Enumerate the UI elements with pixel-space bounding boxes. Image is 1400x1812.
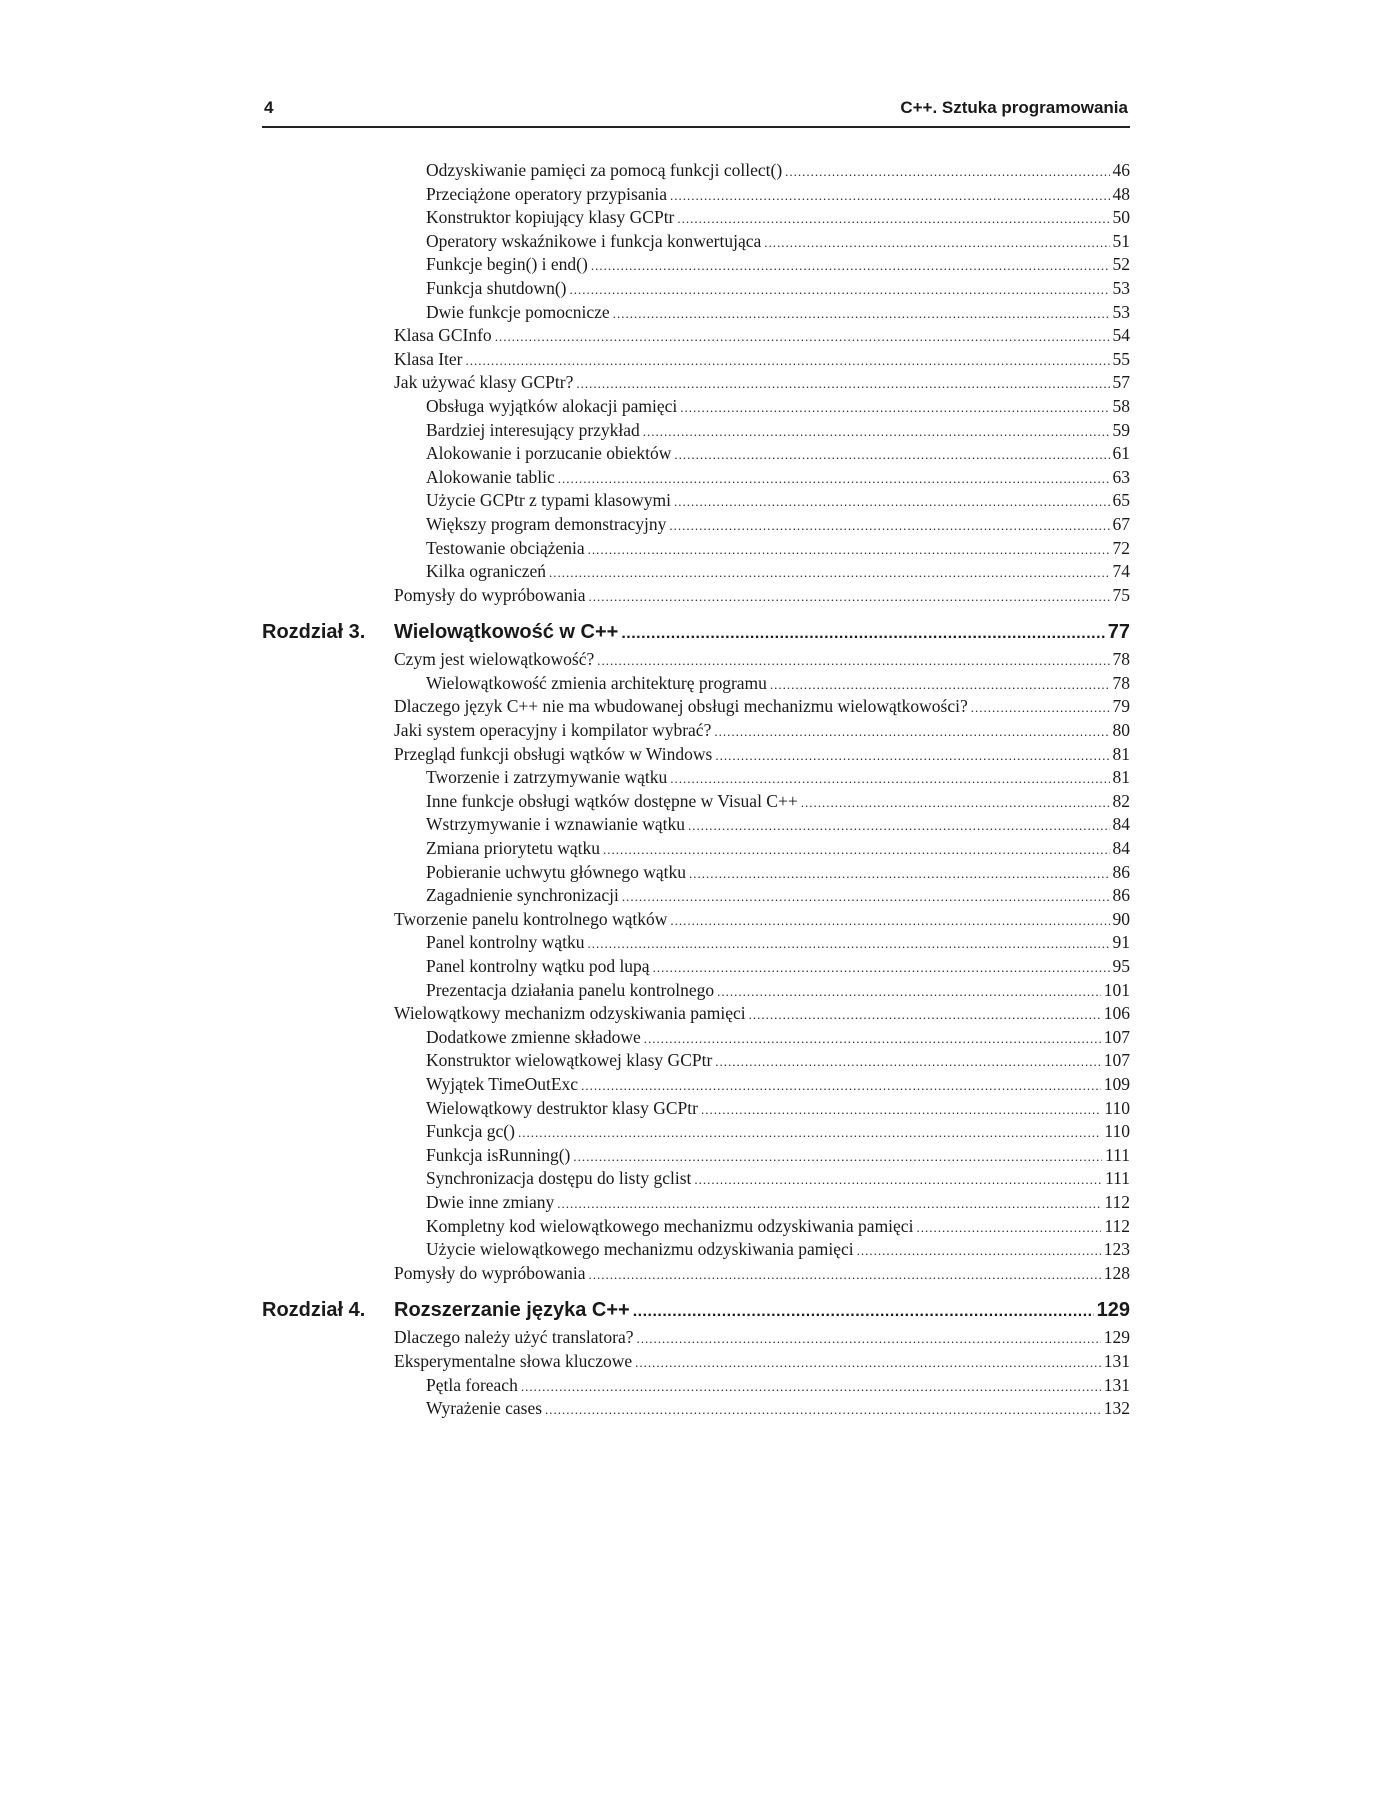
toc-entry-title: Rozszerzanie języka C++ — [394, 1299, 630, 1322]
toc-entry-title: Funkcja shutdown() — [426, 277, 567, 298]
toc-entry-title: Testowanie obciążenia — [426, 537, 585, 558]
toc-entry-title: Pobieranie uchwytu głównego wątku — [426, 861, 687, 882]
toc-entry-page: 86 — [1112, 885, 1130, 906]
toc-entry-title: Większy program demonstracyjny — [426, 513, 667, 534]
dot-leader — [557, 1196, 1101, 1212]
dot-leader — [674, 494, 1110, 510]
toc-entry-title: Jaki system operacyjny i kompilator wybrać? — [394, 720, 712, 741]
toc-entry-title: Inne funkcje obsługi wątków dostępne w Visual C++ — [426, 790, 798, 811]
toc-entry-title: Panel kontrolny wątku — [426, 932, 585, 953]
toc-entry-page: 65 — [1112, 490, 1130, 511]
dot-leader — [715, 1054, 1100, 1070]
toc-entry-title: Użycie GCPtr z typami klasowymi — [426, 490, 671, 511]
toc-subsection-row — [262, 1098, 1130, 1122]
toc-entry-page: 131 — [1103, 1374, 1130, 1395]
toc-subsection-row — [262, 490, 1130, 514]
toc-entry-page: 79 — [1112, 696, 1130, 717]
toc-subsection-row — [262, 561, 1130, 585]
dot-leader — [749, 1007, 1101, 1023]
toc-entry-page: 78 — [1112, 649, 1130, 670]
toc-entry-page: 50 — [1112, 207, 1130, 228]
toc-entry-title: Przeciążone operatory przypisania — [426, 183, 667, 204]
toc-entry-page: 84 — [1112, 814, 1130, 835]
dot-leader — [621, 625, 1104, 643]
toc-entry-title: Tworzenie i zatrzymywanie wątku — [426, 767, 668, 788]
toc-entry-title: Wielowątkowy destruktor klasy GCPtr — [426, 1097, 698, 1118]
toc-entry-title: Dlaczego język C++ nie ma wbudowanej obsługi mechanizmu wielowątkowości? — [394, 696, 968, 717]
toc-entry-title: Funkcja gc() — [426, 1121, 515, 1142]
dot-leader — [573, 1149, 1102, 1165]
toc-subsection-row — [262, 956, 1130, 980]
toc-subsection-row — [262, 673, 1130, 697]
dot-leader — [588, 542, 1110, 558]
toc-subsection-row — [262, 791, 1130, 815]
toc-entry-title: Dwie inne zmiany — [426, 1191, 555, 1212]
dot-leader — [670, 913, 1109, 929]
toc-entry-page: 59 — [1112, 419, 1130, 440]
toc-entry-title: Jak używać klasy GCPtr? — [394, 372, 574, 393]
toc-entry-page: 86 — [1112, 861, 1130, 882]
toc-entry-title: Pętla foreach — [426, 1374, 518, 1395]
toc-entry-title: Konstruktor kopiujący klasy GCPtr — [426, 207, 675, 228]
toc-section-row — [262, 909, 1130, 933]
toc-entry-page: 51 — [1112, 230, 1130, 251]
toc-entry-page: 80 — [1112, 720, 1130, 741]
toc-subsection-row — [262, 1145, 1130, 1169]
toc-subsection-row — [262, 1074, 1130, 1098]
toc-entry-page: 46 — [1112, 160, 1130, 180]
toc-subsection-row — [262, 862, 1130, 886]
toc-entry-page: 54 — [1112, 325, 1130, 346]
toc-entry-title: Klasa Iter — [394, 348, 463, 369]
dot-leader — [643, 424, 1110, 440]
toc-entry-title: Wyrażenie cases — [426, 1398, 543, 1419]
dot-leader — [770, 677, 1110, 693]
toc-entry-title: Alokowanie i porzucanie obiektów — [426, 443, 672, 464]
toc-entry-page: 109 — [1103, 1073, 1130, 1094]
toc-entry-title: Konstruktor wielowątkowej klasy GCPtr — [426, 1050, 713, 1071]
toc-section-row — [262, 585, 1130, 609]
running-title: C++. Sztuka programowania — [900, 98, 1128, 117]
toc-entry-page: 110 — [1104, 1121, 1130, 1142]
toc-entry-title: Obsługa wyjątków alokacji pamięci — [426, 395, 678, 416]
toc-subsection-row — [262, 1398, 1130, 1422]
toc-subsection-row — [262, 207, 1130, 231]
dot-leader — [589, 1267, 1101, 1283]
dot-leader — [569, 282, 1109, 298]
toc-section-row — [262, 1263, 1130, 1287]
dot-leader — [591, 258, 1110, 274]
toc-entry-page: 72 — [1112, 537, 1130, 558]
toc-subsection-row — [262, 254, 1130, 278]
dot-leader — [518, 1125, 1101, 1141]
toc-subsection-row — [262, 160, 1130, 184]
dot-leader — [603, 842, 1110, 858]
toc-entry-title: Synchronizacja dostępu do listy gclist — [426, 1168, 692, 1189]
chapter-label: Rozdział 4. — [262, 1299, 366, 1322]
toc-subsection-row — [262, 443, 1130, 467]
toc-subsection-row — [262, 767, 1130, 791]
dot-leader — [549, 565, 1109, 581]
dot-leader — [587, 936, 1109, 952]
toc-subsection-row — [262, 231, 1130, 255]
dot-leader — [597, 653, 1109, 669]
dot-leader — [714, 724, 1109, 740]
toc-entry-title: Zmiana priorytetu wątku — [426, 838, 600, 859]
toc-chapter-row — [262, 1299, 1130, 1327]
dot-leader — [670, 188, 1110, 204]
toc-subsection-row — [262, 1375, 1130, 1399]
toc-entry-title: Dwie funkcje pomocnicze — [426, 301, 610, 322]
toc-subsection-row — [262, 278, 1130, 302]
toc-subsection-row — [262, 885, 1130, 909]
toc-entry-page: 67 — [1112, 513, 1130, 534]
dot-leader — [717, 984, 1101, 1000]
toc-entry-page: 63 — [1112, 466, 1130, 487]
toc-subsection-row — [262, 467, 1130, 491]
dot-leader — [694, 1172, 1102, 1188]
toc-entry-page: 84 — [1112, 838, 1130, 859]
toc-entry-page: 82 — [1112, 790, 1130, 811]
toc-entry-title: Wielowątkowy mechanizm odzyskiwania pamięci — [394, 1003, 746, 1024]
toc-subsection-row — [262, 1121, 1130, 1145]
dot-leader — [589, 589, 1110, 605]
toc-entry-title: Kilka ograniczeń — [426, 561, 547, 582]
dot-leader — [653, 960, 1110, 976]
toc-entry-page: 53 — [1112, 277, 1130, 298]
toc-entry-page: 57 — [1112, 372, 1130, 393]
toc-subsection-row — [262, 838, 1130, 862]
toc-entry-title: Eksperymentalne słowa kluczowe — [394, 1350, 633, 1371]
toc-entry-page: 81 — [1112, 767, 1130, 788]
dot-leader — [635, 1355, 1101, 1371]
dot-leader — [644, 1031, 1101, 1047]
toc-entry-page: 111 — [1105, 1144, 1130, 1165]
toc-subsection-row — [262, 1192, 1130, 1216]
toc-entry-page: 128 — [1103, 1262, 1130, 1283]
toc-entry-page: 52 — [1112, 254, 1130, 275]
toc-section-row — [262, 325, 1130, 349]
toc-entry-title: Odzyskiwanie pamięci za pomocą funkcji collect() — [426, 160, 783, 180]
dot-leader — [785, 164, 1109, 180]
dot-leader — [701, 1102, 1101, 1118]
toc-entry-page: 95 — [1112, 956, 1130, 976]
dot-leader — [971, 700, 1110, 716]
toc-entry-title: Dodatkowe zmienne składowe — [426, 1026, 641, 1047]
toc-entry-page: 129 — [1103, 1327, 1130, 1348]
toc-entry-title: Wstrzymywanie i wznawianie wątku — [426, 814, 686, 835]
dot-leader — [669, 518, 1109, 534]
dot-leader — [670, 771, 1109, 787]
toc-subsection-row — [262, 1168, 1130, 1192]
toc-entry-page: 48 — [1112, 183, 1130, 204]
dot-leader — [622, 889, 1110, 905]
toc-entry-title: Zagadnienie synchronizacji — [426, 885, 619, 906]
dot-leader — [674, 447, 1109, 463]
toc-entry-page: 53 — [1112, 301, 1130, 322]
toc-entry-title: Tworzenie panelu kontrolnego wątków — [394, 908, 668, 929]
dot-leader — [613, 306, 1110, 322]
toc-subsection-row — [262, 1239, 1130, 1263]
toc-entry-title: Alokowanie tablic — [426, 466, 555, 487]
dot-leader — [637, 1331, 1101, 1347]
toc-entry-page: 131 — [1103, 1350, 1130, 1371]
toc-entry-title: Panel kontrolny wątku pod lupą — [426, 956, 650, 976]
toc-entry-page: 132 — [1103, 1398, 1130, 1419]
toc-subsection-row — [262, 980, 1130, 1004]
toc-entry-title: Kompletny kod wielowątkowego mechanizmu odzyskiwania pamięci — [426, 1215, 914, 1236]
toc-entry-page: 55 — [1112, 348, 1130, 369]
dot-leader — [688, 818, 1109, 834]
toc-subsection-row — [262, 1216, 1130, 1240]
dot-leader — [495, 329, 1110, 345]
toc-section-row — [262, 1003, 1130, 1027]
dot-leader — [680, 400, 1109, 416]
toc-entry-title: Pomysły do wypróbowania — [394, 584, 586, 605]
toc-section-row — [262, 720, 1130, 744]
toc-section-row — [262, 649, 1130, 673]
dot-leader — [576, 376, 1109, 392]
dot-leader — [715, 748, 1109, 764]
toc-section-row — [262, 372, 1130, 396]
toc-entry-page: 106 — [1103, 1003, 1130, 1024]
toc-entry-page: 107 — [1103, 1050, 1130, 1071]
toc-subsection-row — [262, 514, 1130, 538]
toc-entry-page: 61 — [1112, 443, 1130, 464]
toc-entry-title: Pomysły do wypróbowania — [394, 1262, 586, 1283]
dot-leader — [677, 211, 1109, 227]
toc-entry-page: 110 — [1104, 1097, 1130, 1118]
toc-entry-title: Wielowątkowość w C++ — [394, 621, 619, 644]
toc-entry-title: Bardziej interesujący przykład — [426, 419, 640, 440]
dot-leader — [857, 1243, 1101, 1259]
toc-entry-page: 91 — [1112, 932, 1130, 953]
dot-leader — [916, 1220, 1101, 1236]
chapter-label: Rozdział 3. — [262, 621, 366, 644]
toc-subsection-row — [262, 420, 1130, 444]
dot-leader — [581, 1078, 1101, 1094]
toc-entry-page: 112 — [1104, 1215, 1130, 1236]
page-number: 4 — [264, 98, 274, 117]
toc-entry-title: Dlaczego należy użyć translatora? — [394, 1327, 634, 1348]
toc-subsection-row — [262, 396, 1130, 420]
toc-chapter-row — [262, 621, 1130, 649]
toc-entry-page: 111 — [1105, 1168, 1130, 1189]
toc-entry-title: Funkcja isRunning() — [426, 1144, 571, 1165]
dot-leader — [466, 353, 1110, 369]
toc-subsection-row — [262, 814, 1130, 838]
toc-entry-page: 75 — [1112, 584, 1130, 605]
dot-leader — [764, 235, 1109, 251]
toc-section-row — [262, 1351, 1130, 1375]
toc-subsection-row — [262, 1050, 1130, 1074]
toc-entry-title: Prezentacja działania panelu kontrolnego — [426, 979, 715, 1000]
toc-subsection-row — [262, 538, 1130, 562]
toc-entry-title: Operatory wskaźnikowe i funkcja konwertująca — [426, 230, 762, 251]
dot-leader — [521, 1379, 1101, 1395]
toc-entry-page: 123 — [1103, 1239, 1130, 1260]
dot-leader — [545, 1402, 1101, 1418]
toc-entry-page: 77 — [1107, 621, 1130, 644]
toc-section-row — [262, 744, 1130, 768]
toc-section-row — [262, 349, 1130, 373]
toc-entry-page: 107 — [1103, 1026, 1130, 1047]
dot-leader — [558, 471, 1110, 487]
toc-entry-title: Czym jest wielowątkowość? — [394, 649, 595, 670]
page-header — [262, 96, 1130, 128]
toc-entry-title: Klasa GCInfo — [394, 325, 492, 346]
toc-section-row — [262, 1327, 1130, 1351]
toc-entry-title: Przegląd funkcji obsługi wątków w Windows — [394, 743, 713, 764]
toc-subsection-row — [262, 302, 1130, 326]
toc-entry-title: Wielowątkowość zmienia architekturę programu — [426, 672, 767, 693]
toc-entry-title: Użycie wielowątkowego mechanizmu odzyskiwania pamięci — [426, 1239, 854, 1260]
dot-leader — [801, 795, 1110, 811]
toc-entry-page: 112 — [1104, 1191, 1130, 1212]
dot-leader — [689, 866, 1109, 882]
toc-section-row — [262, 696, 1130, 720]
toc-entry-title: Funkcje begin() i end() — [426, 254, 588, 275]
toc-entry-page: 78 — [1112, 672, 1130, 693]
toc-subsection-row — [262, 932, 1130, 956]
dot-leader — [633, 1303, 1094, 1321]
toc-entry-page: 58 — [1112, 395, 1130, 416]
toc-entry-page: 101 — [1103, 979, 1130, 1000]
toc-entry-page: 129 — [1096, 1299, 1130, 1322]
toc-entry-page: 81 — [1112, 743, 1130, 764]
toc-subsection-row — [262, 184, 1130, 208]
toc-entry-page: 74 — [1112, 561, 1130, 582]
table-of-contents — [262, 160, 1130, 1422]
toc-entry-page: 90 — [1112, 908, 1130, 929]
toc-entry-title: Wyjątek TimeOutExc — [426, 1073, 579, 1094]
toc-subsection-row — [262, 1027, 1130, 1051]
